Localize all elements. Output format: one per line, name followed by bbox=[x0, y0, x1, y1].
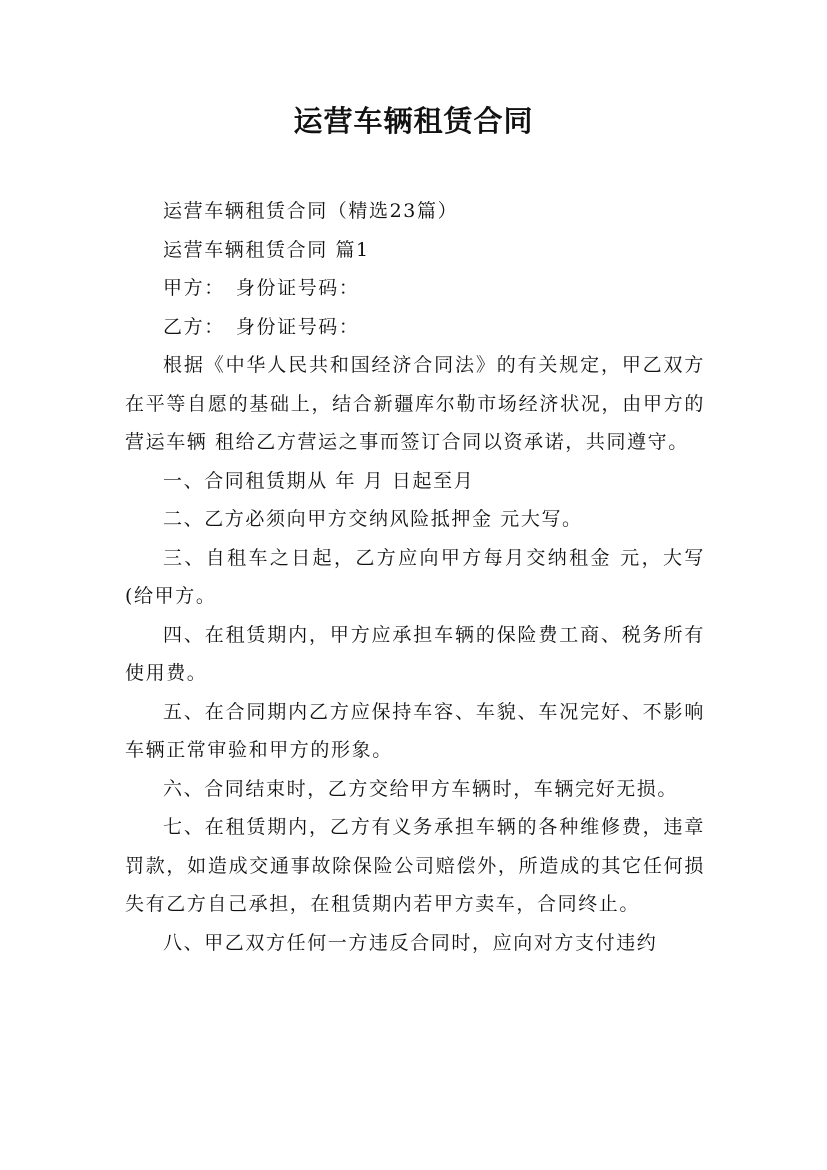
paragraph-party-a: 甲方： 身份证号码： bbox=[163, 277, 360, 299]
paragraph-party-b: 乙方： 身份证号码： bbox=[163, 315, 360, 338]
clause-2: 二、乙方必须向甲方交纳风险抵押金 元大写。 bbox=[163, 508, 583, 530]
document-body bbox=[125, 192, 705, 962]
paragraph-collection-title: 运营车辆租赁合同（精选23篇） bbox=[163, 200, 459, 222]
clause-3: 三、自租车之日起，乙方应向甲方每月交纳租金 元，大写(给甲方。 bbox=[125, 546, 705, 607]
paragraph-section-heading: 运营车辆租赁合同 篇1 bbox=[163, 238, 370, 261]
clause-4: 四、在租赁期内，甲方应承担车辆的保险费工商、税务所有使用费。 bbox=[125, 623, 705, 684]
clause-1: 一、合同租赁期从 年 月 日起至月 bbox=[163, 469, 475, 492]
paragraph-preamble: 根据《中华人民共和国经济合同法》的有关规定，甲乙双方在平等自愿的基础上，结合新疆库尔勒市场经济状况，由甲方的营运车辆 租给乙方营运之事而签订合同以资承诺，共同遵守。 bbox=[125, 354, 705, 453]
clause-7: 七、在租赁期内，乙方有义务承担车辆的各种维修费，违章罚款，如造成交通事故除保险公司赔偿外，所造成的其它任何损失有乙方自己承担，在租赁期内若甲方卖车，合同终止。 bbox=[125, 816, 705, 915]
clause-6: 六、合同结束时，乙方交给甲方车辆时，车辆完好无损。 bbox=[163, 777, 679, 800]
clause-5: 五、在合同期内乙方应保持车容、车貌、车况完好、不影响车辆正常审验和甲方的形象。 bbox=[125, 700, 705, 761]
document-title: 运营车辆租赁合同 bbox=[293, 104, 534, 138]
clause-8: 八、甲乙双方任何一方违反合同时，应向对方支付违约 bbox=[163, 931, 658, 954]
